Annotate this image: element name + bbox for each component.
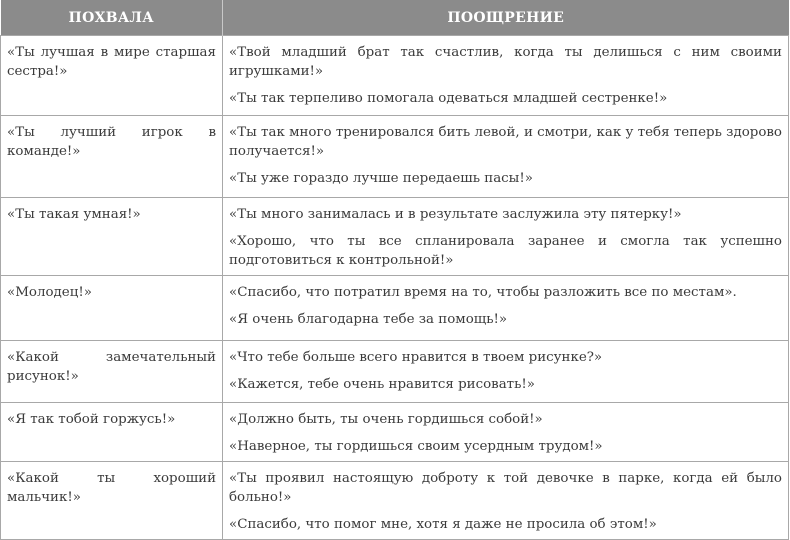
header-praise: ПОХВАЛА bbox=[1, 0, 223, 36]
table-row bbox=[1, 116, 789, 198]
encouragement-text: «Что тебе больше всего нравится в твоем рисунке?» bbox=[229, 350, 603, 365]
encouragement-text: «Ты проявил настоящую доброту к той девочке в парке, когда ей было больно!» bbox=[229, 471, 782, 505]
encouragement-cell bbox=[223, 276, 789, 341]
table-row bbox=[1, 36, 789, 116]
encouragement-text: «Ты так терпеливо помогала одеваться младшей сестренке!» bbox=[229, 91, 668, 106]
praise-cell: «Молодец!» bbox=[1, 276, 223, 341]
encouragement-cell bbox=[223, 462, 789, 540]
praise-cell: «Ты такая умная!» bbox=[1, 198, 223, 276]
encouragement-text: «Спасибо, что помог мне, хотя я даже не просила об этом!» bbox=[229, 517, 657, 532]
encouragement-text: «Спасибо, что потратил время на то, чтобы разложить все по местам». bbox=[229, 285, 737, 300]
table-row bbox=[1, 403, 789, 462]
praise-cell: «Какой замечательный рисунок!» bbox=[1, 341, 223, 403]
encouragement-text: «Наверное, ты гордишься своим усердным трудом!» bbox=[229, 439, 603, 454]
encouragement-text: «Ты так много тренировался бить левой, и смотри, как у тебя теперь здорово получается!» bbox=[229, 125, 782, 159]
encouragement-text: «Кажется, тебе очень нравится рисовать!» bbox=[229, 377, 535, 392]
praise-cell: «Ты лучшая в мире старшая сестра!» bbox=[1, 36, 223, 116]
encouragement-cell bbox=[223, 198, 789, 276]
praise-cell: «Какой ты хороший мальчик!» bbox=[1, 462, 223, 540]
encouragement-cell bbox=[223, 341, 789, 403]
praise-cell: «Ты лучший игрок в команде!» bbox=[1, 116, 223, 198]
header-row bbox=[1, 0, 789, 36]
table-row bbox=[1, 198, 789, 276]
encouragement-text: «Твой младший брат так счастлив, когда ты делишься с ним своими игрушками!» bbox=[229, 45, 782, 79]
encouragement-text: «Должно быть, ты очень гордишься собой!» bbox=[229, 412, 543, 427]
encouragement-text: «Ты уже гораздо лучше передаешь пасы!» bbox=[229, 171, 533, 186]
encouragement-text: «Ты много занималась и в результате заслужила эту пятерку!» bbox=[229, 207, 682, 222]
header-encouragement: ПООЩРЕНИЕ bbox=[223, 0, 789, 36]
encouragement-text: «Я очень благодарна тебе за помощь!» bbox=[229, 312, 508, 327]
encouragement-cell bbox=[223, 403, 789, 462]
encouragement-cell bbox=[223, 116, 789, 198]
table-row bbox=[1, 341, 789, 403]
encouragement-text: «Хорошо, что ты все спланировала заранее и смогла так успешно подготовиться к контрольной!» bbox=[229, 234, 782, 268]
table-row bbox=[1, 462, 789, 540]
table-row bbox=[1, 276, 789, 341]
praise-cell: «Я так тобой горжусь!» bbox=[1, 403, 223, 462]
encouragement-cell bbox=[223, 36, 789, 116]
